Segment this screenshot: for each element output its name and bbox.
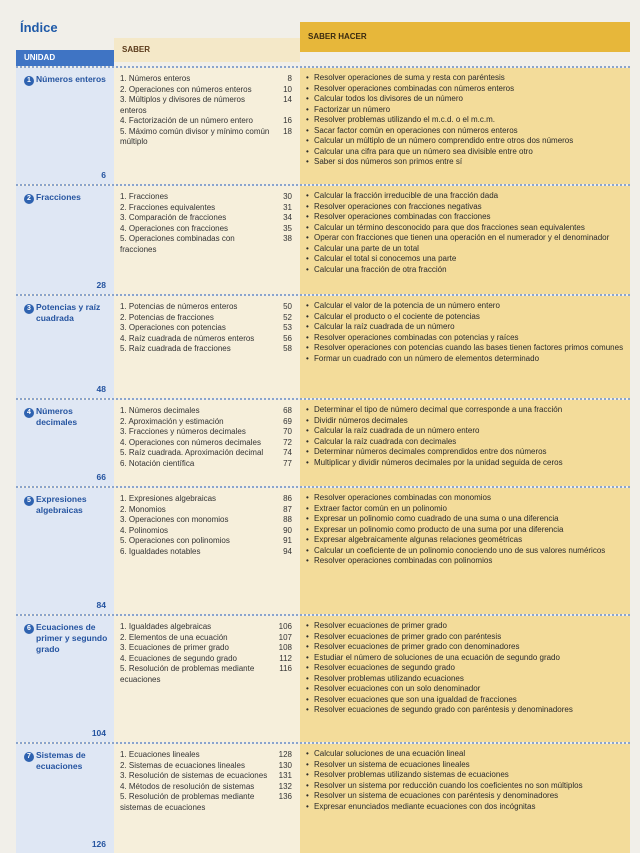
- saber-item-page: 35: [283, 223, 292, 233]
- saber-hacer-list: [306, 405, 624, 468]
- saber-hacer-item: • Calcular la raíz cuadrada de un número entero: [306, 426, 624, 437]
- unit-page: 84: [96, 600, 106, 610]
- saber-hacer-item: • Calcular una fracción de otra fracción: [306, 265, 624, 276]
- saber-hacer-cell: [300, 488, 630, 614]
- saber-item: [120, 406, 296, 417]
- saber-cell: [114, 400, 300, 486]
- saber-hacer-item: • Resolver ecuaciones con un solo denominador: [306, 684, 624, 695]
- saber-hacer-item: • Resolver un sistema de ecuaciones lineales: [306, 760, 624, 771]
- saber-item-text: 3. Múltiplos y divisores de números enteros: [120, 95, 245, 115]
- saber-item: [120, 427, 296, 438]
- saber-hacer-item: • Calcular la raíz cuadrada con decimales: [306, 437, 624, 448]
- saber-hacer-item: • Calcular soluciones de una ecuación lineal: [306, 749, 624, 760]
- saber-item: [120, 74, 296, 85]
- saber-item-page: 72: [283, 437, 292, 447]
- saber-hacer-item: • Determinar números decimales comprendidos entre dos números: [306, 447, 624, 458]
- saber-item-text: 6. Igualdades notables: [120, 546, 201, 556]
- saber-item: [120, 750, 296, 761]
- index-row: [16, 294, 630, 398]
- saber-item-page: 131: [278, 771, 292, 780]
- saber-hacer-item: • Resolver problemas utilizando el m.c.d. o el m.c.m.: [306, 115, 624, 126]
- saber-hacer-item: • Calcular todos los divisores de un número: [306, 94, 624, 105]
- unit-name[interactable]: Expresiones algebraicas: [36, 494, 87, 515]
- saber-item-page: 130: [278, 760, 292, 770]
- saber-hacer-item: • Resolver ecuaciones de primer grado: [306, 621, 624, 632]
- saber-item-text: 4. Métodos de resolución de sistemas: [120, 781, 255, 791]
- saber-hacer-list: [306, 73, 624, 168]
- saber-hacer-list: [306, 191, 624, 275]
- saber-item-page: 108: [278, 643, 292, 652]
- unit-cell: [16, 186, 114, 294]
- saber-item: [120, 417, 296, 428]
- saber-hacer-item: • Expresar un polinomio como producto de una suma por una diferencia: [306, 525, 624, 536]
- saber-item: [120, 782, 296, 793]
- unit-cell: [16, 400, 114, 486]
- saber-item-text: 5. Máximo común divisor y mínimo común múltiplo: [120, 126, 270, 146]
- saber-item-text: 2. Fracciones equivalentes: [120, 202, 216, 212]
- unit-cell: [16, 68, 114, 184]
- saber-item-text: 4. Factorización de un número entero: [120, 116, 253, 125]
- saber-item-page: 136: [278, 792, 292, 801]
- saber-hacer-item: • Calcular la raíz cuadrada de un número: [306, 322, 624, 333]
- saber-list: [120, 622, 296, 685]
- saber-item: [120, 633, 296, 644]
- unit-name[interactable]: Números decimales: [36, 406, 78, 427]
- saber-item-page: 8: [287, 74, 292, 83]
- saber-hacer-list: [306, 621, 624, 716]
- saber-item: [120, 95, 296, 116]
- saber-item-text: 4. Raíz cuadrada de números enteros: [120, 333, 255, 343]
- saber-hacer-item: • Resolver operaciones con potencias cuando las bases tienen factores primos comunes: [306, 343, 624, 354]
- saber-item-text: 1. Expresiones algebraicas: [120, 494, 217, 503]
- saber-hacer-item: • Calcular el valor de la potencia de un número entero: [306, 301, 624, 312]
- saber-item-page: 112: [279, 653, 292, 663]
- saber-item-page: 116: [279, 664, 292, 673]
- saber-item-page: 91: [283, 536, 292, 545]
- header-saber: SABER: [114, 38, 300, 62]
- saber-item-text: 1. Ecuaciones lineales: [120, 750, 200, 759]
- saber-item-text: 5. Raíz cuadrada. Aproximación decimal: [120, 448, 264, 457]
- saber-item-page: 128: [278, 750, 292, 759]
- saber-hacer-item: • Resolver un sistema por reducción cuando los coeficientes no son múltiplos: [306, 781, 624, 792]
- saber-item: [120, 643, 296, 654]
- saber-item: [120, 224, 296, 235]
- saber-item-page: 30: [283, 192, 292, 201]
- saber-item-text: 2. Operaciones con números enteros: [120, 84, 252, 94]
- saber-hacer-item: • Calcular la fracción irreducible de una fracción dada: [306, 191, 624, 202]
- saber-hacer-cell: [300, 186, 630, 294]
- saber-hacer-cell: [300, 400, 630, 486]
- saber-hacer-item: • Calcular el total si conocemos una parte: [306, 254, 624, 265]
- saber-item: [120, 515, 296, 526]
- saber-item-text: 2. Monomios: [120, 504, 166, 514]
- saber-hacer-list: [306, 301, 624, 364]
- saber-hacer-item: • Resolver problemas utilizando sistemas de ecuaciones: [306, 770, 624, 781]
- unit-page: 48: [96, 384, 106, 394]
- unit-number-badge: 2: [24, 194, 34, 204]
- saber-list: [120, 192, 296, 255]
- unit-name[interactable]: Números enteros: [36, 74, 106, 84]
- saber-item-page: 34: [283, 213, 292, 222]
- saber-item-page: 88: [283, 515, 292, 524]
- saber-hacer-item: • Calcular el producto o el cociente de potencias: [306, 312, 624, 323]
- saber-item-page: 14: [283, 95, 292, 104]
- saber-hacer-item: • Resolver un sistema de ecuaciones con paréntesis y denominadores: [306, 791, 624, 802]
- saber-item-text: 2. Sistemas de ecuaciones lineales: [120, 760, 245, 770]
- saber-hacer-item: • Resolver ecuaciones de primer grado con paréntesis: [306, 632, 624, 643]
- header-saber-hacer: SABER HACER: [300, 22, 630, 52]
- saber-item-page: 50: [283, 302, 292, 311]
- saber-hacer-item: • Dividir números decimales: [306, 416, 624, 427]
- saber-item-text: 4. Ecuaciones de segundo grado: [120, 653, 237, 663]
- saber-item-text: 4. Polinomios: [120, 525, 169, 535]
- saber-hacer-list: [306, 749, 624, 812]
- saber-hacer-item: • Factorizar un número: [306, 105, 624, 116]
- saber-hacer-item: • Resolver operaciones combinadas con potencias y raíces: [306, 333, 624, 344]
- saber-item: [120, 761, 296, 772]
- unit-name[interactable]: Potencias y raíz cuadrada: [36, 302, 101, 323]
- saber-hacer-item: • Calcular una parte de un total: [306, 244, 624, 255]
- saber-cell: [114, 296, 300, 398]
- saber-item-text: 1. Igualdades algebraicas: [120, 622, 212, 631]
- saber-item: [120, 664, 296, 685]
- saber-hacer-item: • Resolver ecuaciones de segundo grado: [306, 663, 624, 674]
- unit-page: 104: [91, 728, 106, 738]
- unit-name[interactable]: Sistemas de ecuaciones: [36, 750, 86, 771]
- saber-item: [120, 127, 296, 148]
- saber-hacer-item: • Resolver operaciones de suma y resta con paréntesis: [306, 73, 624, 84]
- saber-item: [120, 459, 296, 470]
- saber-hacer-item: • Extraer factor común en un polinomio: [306, 504, 624, 515]
- saber-hacer-item: • Resolver operaciones combinadas con monomios: [306, 493, 624, 504]
- saber-item: [120, 494, 296, 505]
- saber-item-page: 31: [283, 202, 292, 212]
- unit-number-badge: 6: [24, 624, 34, 634]
- saber-item-page: 53: [283, 323, 292, 332]
- unit-number-badge: 5: [24, 496, 34, 506]
- saber-item-page: 74: [283, 448, 292, 457]
- saber-hacer-item: • Resolver problemas utilizando ecuaciones: [306, 674, 624, 685]
- saber-item: [120, 85, 296, 96]
- saber-item-page: 70: [283, 427, 292, 436]
- saber-item: [120, 192, 296, 203]
- saber-item-page: 86: [283, 494, 292, 503]
- saber-hacer-cell: [300, 68, 630, 184]
- unit-cell: [16, 488, 114, 614]
- saber-item-text: 1. Números enteros: [120, 74, 191, 83]
- saber-item: [120, 448, 296, 459]
- saber-hacer-item: • Calcular un coeficiente de un polinomio conociendo uno de sus valores numéricos: [306, 546, 624, 557]
- saber-hacer-item: • Sacar factor común en operaciones con números enteros: [306, 126, 624, 137]
- saber-list: [120, 494, 296, 557]
- saber-item-page: 87: [283, 504, 292, 514]
- saber-hacer-item: • Resolver ecuaciones de primer grado con denominadores: [306, 642, 624, 653]
- saber-hacer-item: • Expresar un polinomio como cuadrado de una suma o una diferencia: [306, 514, 624, 525]
- unit-number-badge: 3: [24, 304, 34, 314]
- index-row: [16, 614, 630, 742]
- unit-page: 6: [101, 170, 106, 180]
- saber-item-text: 3. Resolución de sistemas de ecuaciones: [120, 771, 268, 780]
- saber-item-page: 106: [278, 622, 292, 631]
- saber-cell: [114, 488, 300, 614]
- saber-hacer-item: • Formar un cuadrado con un número de elementos determinado: [306, 354, 624, 365]
- index-row: [16, 66, 630, 184]
- unit-page: 28: [96, 280, 106, 290]
- saber-item-text: 1. Potencias de números enteros: [120, 302, 238, 311]
- saber-item: [120, 654, 296, 665]
- saber-item-text: 3. Operaciones con potencias: [120, 323, 226, 332]
- saber-item: [120, 116, 296, 127]
- saber-hacer-cell: [300, 616, 630, 742]
- saber-item: [120, 344, 296, 355]
- saber-item: [120, 313, 296, 324]
- saber-hacer-item: • Resolver ecuaciones que son una igualdad de fracciones: [306, 695, 624, 706]
- saber-item-page: 77: [283, 458, 292, 468]
- saber-item: [120, 771, 296, 782]
- saber-item-page: 52: [283, 312, 292, 322]
- saber-item-page: 38: [283, 234, 292, 243]
- saber-item-text: 5. Operaciones con polinomios: [120, 536, 230, 545]
- saber-cell: [114, 616, 300, 742]
- saber-cell: [114, 68, 300, 184]
- saber-item-text: 3. Ecuaciones de primer grado: [120, 643, 229, 652]
- index-row: [16, 398, 630, 486]
- saber-list: [120, 302, 296, 355]
- saber-item: [120, 203, 296, 214]
- saber-hacer-list: [306, 493, 624, 567]
- unit-name[interactable]: Fracciones: [36, 192, 81, 202]
- unit-number-badge: 1: [24, 76, 34, 86]
- unit-cell: [16, 296, 114, 398]
- index-row: [16, 184, 630, 294]
- unit-page: 66: [96, 472, 106, 482]
- saber-item: [120, 792, 296, 813]
- saber-item-page: 56: [283, 333, 292, 343]
- saber-item-text: 4. Operaciones con fracciones: [120, 223, 229, 233]
- saber-hacer-item: • Expresar enunciados mediante ecuaciones con dos incógnitas: [306, 802, 624, 813]
- saber-hacer-item: • Resolver operaciones con fracciones negativas: [306, 202, 624, 213]
- saber-hacer-item: • Operar con fracciones que tienen una operación en el numerador y el denominador: [306, 233, 624, 244]
- saber-cell: [114, 186, 300, 294]
- saber-item: [120, 323, 296, 334]
- saber-item: [120, 438, 296, 449]
- unit-cell: [16, 616, 114, 742]
- saber-item-text: 2. Elementos de una ecuación: [120, 632, 228, 642]
- saber-hacer-item: • Resolver ecuaciones de segundo grado con paréntesis y denominadores: [306, 705, 624, 716]
- saber-hacer-item: • Expresar algebraicamente algunas relaciones geométricas: [306, 535, 624, 546]
- saber-item: [120, 536, 296, 547]
- saber-item-text: 4. Operaciones con números decimales: [120, 437, 261, 447]
- saber-item: [120, 234, 296, 255]
- saber-item: [120, 334, 296, 345]
- saber-item-text: 3. Fracciones y números decimales: [120, 427, 246, 436]
- saber-item-text: 5. Operaciones combinadas con fracciones: [120, 234, 235, 254]
- saber-item-page: 132: [278, 781, 292, 791]
- header-unidad: UNIDAD: [16, 50, 114, 66]
- saber-hacer-item: • Calcular una cifra para que un número sea divisible entre otro: [306, 147, 624, 158]
- saber-item-text: 5. Resolución de problemas mediante sistemas de ecuaciones: [120, 792, 255, 812]
- unit-name[interactable]: Ecuaciones de primer y segundo grado: [36, 622, 108, 654]
- saber-hacer-item: • Calcular un múltiplo de un número comprendido entre otros dos números: [306, 136, 624, 147]
- saber-item-page: 90: [283, 525, 292, 535]
- index-row: [16, 486, 630, 614]
- saber-hacer-cell: [300, 744, 630, 853]
- saber-list: [120, 406, 296, 469]
- saber-hacer-item: • Resolver operaciones combinadas con polinomios: [306, 556, 624, 567]
- saber-item-page: 107: [278, 632, 292, 642]
- saber-item-text: 1. Números decimales: [120, 406, 200, 415]
- saber-item: [120, 213, 296, 224]
- saber-item: [120, 547, 296, 558]
- saber-hacer-item: • Multiplicar y dividir números decimales por la unidad seguida de ceros: [306, 458, 624, 469]
- unit-number-badge: 7: [24, 752, 34, 762]
- unit-page: 126: [91, 839, 106, 849]
- saber-item-page: 94: [283, 546, 292, 556]
- saber-cell: [114, 744, 300, 853]
- saber-item-page: 16: [283, 116, 292, 125]
- unit-number-badge: 4: [24, 408, 34, 418]
- page-title: Índice: [20, 20, 58, 35]
- saber-hacer-item: • Estudiar el número de soluciones de una ecuación de segundo grado: [306, 653, 624, 664]
- saber-hacer-item: • Calcular un término desconocido para que dos fracciones sean equivalentes: [306, 223, 624, 234]
- saber-hacer-item: • Determinar el tipo de número decimal que corresponde a una fracción: [306, 405, 624, 416]
- unit-cell: [16, 744, 114, 853]
- saber-item-text: 5. Raíz cuadrada de fracciones: [120, 344, 231, 353]
- saber-item-page: 10: [283, 84, 292, 94]
- saber-item-text: 3. Comparación de fracciones: [120, 213, 227, 222]
- index-row: [16, 742, 630, 853]
- saber-item-page: 68: [283, 406, 292, 415]
- saber-item-page: 58: [283, 344, 292, 353]
- saber-item: [120, 505, 296, 516]
- saber-item-text: 5. Resolución de problemas mediante ecuaciones: [120, 664, 255, 684]
- saber-list: [120, 750, 296, 813]
- saber-item-text: 2. Aproximación y estimación: [120, 416, 224, 426]
- saber-list: [120, 74, 296, 148]
- saber-item-text: 2. Potencias de fracciones: [120, 312, 214, 322]
- saber-hacer-item: • Resolver operaciones combinadas con números enteros: [306, 84, 624, 95]
- saber-hacer-cell: [300, 296, 630, 398]
- saber-hacer-item: • Saber si dos números son primos entre sí: [306, 157, 624, 168]
- saber-item: [120, 622, 296, 633]
- saber-item: [120, 526, 296, 537]
- saber-item-page: 18: [283, 126, 292, 136]
- saber-hacer-item: • Resolver operaciones combinadas con fracciones: [306, 212, 624, 223]
- saber-item-text: 1. Fracciones: [120, 192, 169, 201]
- saber-item-text: 6. Notación científica: [120, 458, 195, 468]
- saber-item-text: 3. Operaciones con monomios: [120, 515, 229, 524]
- saber-item-page: 69: [283, 416, 292, 426]
- saber-item: [120, 302, 296, 313]
